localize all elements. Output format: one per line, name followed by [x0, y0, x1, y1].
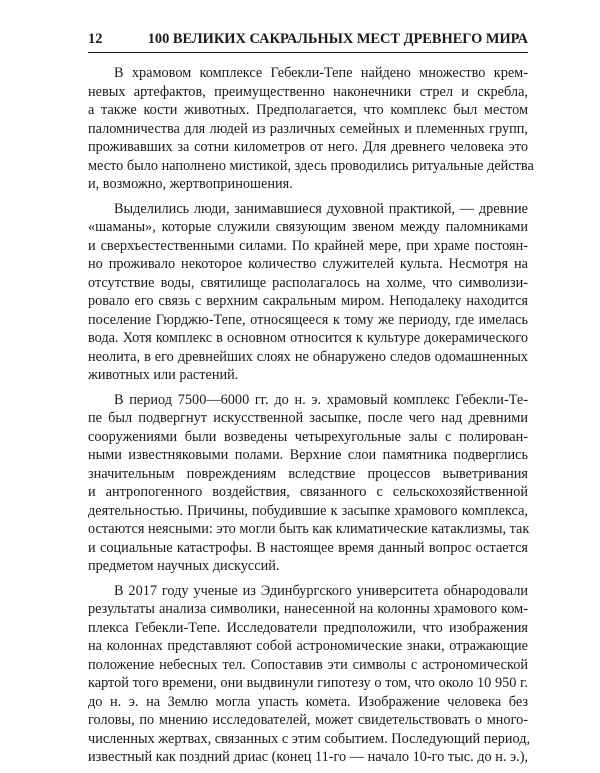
paragraph	[88, 200, 528, 385]
text-line: ровало его связь с верхним сакральным миром. Неподалеку находится	[88, 293, 528, 309]
text-line: невых артефактов, преимущественно наконечники стрел и скребла,	[88, 83, 528, 100]
text-line: В 2017 году ученые из Эдинбургского университета обнародовали	[114, 582, 528, 599]
text-line: но проживало некоторое количество служителей культа. Несмотря на	[88, 256, 528, 272]
text-line: и сверхъестественными силами. По крайней мере, при храме постоян-	[88, 237, 528, 254]
text-line: и социальные катастрофы. В настоящее время данный вопрос остается	[88, 539, 528, 556]
text-line: ными известняковыми полами. Верхние слои памятника подверглись	[88, 447, 528, 463]
text-line: и, возможно, жертвоприношения.	[88, 176, 293, 192]
book-title: 100 ВЕЛИКИХ САКРАЛЬНЫХ МЕСТ ДРЕВНЕГО МИРА	[147, 31, 528, 47]
text-line: пе был подвергнут искусственной засыпке, после чего над древними	[88, 410, 528, 426]
text-line: паломничества для людей из различных семейных и племенных групп,	[88, 120, 528, 137]
text-line: отсутствие воды, святилище располагалось на холме, что символизи-	[88, 274, 528, 291]
text-line: до н. э. на Землю могла упасть комета. Изображение человека без	[88, 693, 528, 710]
text-line: деятельностью. Причины, побудившие к засыпке храмового комплекса,	[88, 502, 528, 519]
paragraph	[88, 64, 534, 194]
text-line: на колоннах представляют собой астрономические знаки, отражающие	[88, 638, 528, 654]
body-text	[88, 64, 534, 773]
text-line: значительным повреждениям вследствие процессов выветривания	[88, 465, 528, 482]
text-line: поселение Гюрджю-Тепе, относящееся к тому же периоду, где имелась	[88, 311, 528, 328]
text-line: «шаманы», которые служили связующим звеном между паломниками	[88, 219, 528, 235]
text-line: место было наполнено мистикой, здесь проводились ритуальные действа	[88, 157, 534, 174]
text-line: животных или растений.	[88, 367, 239, 383]
text-line: головы, по мнению исследователей, может свидетельствовать о много-	[88, 712, 528, 728]
text-line: неолита, в его древнейших слоях не обнаружено следов одомашненных	[88, 348, 528, 365]
text-line: известный как поздний дриас (конец 11-го — начало 10-го тыс. до н. э.),	[88, 749, 529, 765]
text-line: картой того времени, они выдвинули гипотезу о том, что около 10 950 г.	[88, 675, 528, 691]
text-line: численных жертвах, связанных с этим событием. Последующий период,	[88, 730, 531, 747]
text-line: положение небесных тел. Сопоставив эти символы с астрономической	[88, 656, 528, 673]
text-line: а также кости животных. Предполагается, что комплекс был местом	[88, 102, 528, 118]
running-header	[88, 28, 528, 48]
text-line: В период 7500—6000 гг. до н. э. храмовый комплекс Гебекли-Те-	[114, 391, 528, 408]
text-line: вода. Хотя комплекс в основном относится к культуре докерамического	[88, 330, 528, 346]
header-rule	[88, 52, 528, 53]
text-line: Выделились люди, занимавшиеся духовной практикой, — древние	[114, 200, 528, 217]
text-line: предметом научных дискуссий.	[88, 558, 280, 574]
text-line: В храмовом комплексе Гебекли-Тепе найдено множество крем-	[114, 65, 528, 81]
text-line: остаются неясными: это могли быть как климатические катаклизмы, так	[88, 521, 530, 537]
text-line: проживавших за сотни километров от него. Для древнего человека это	[88, 139, 528, 155]
text-line: результаты анализа символики, нанесенной на колонны храмового ком-	[88, 601, 528, 617]
paragraph	[88, 582, 531, 767]
text-line: сооружениями были возведены четырехугольные залы с полирован-	[88, 428, 528, 445]
text-line: плекса Гебекли-Тепе. Исследователи предположили, что изображения	[88, 619, 528, 636]
text-line: и антропогенного воздействия, связанного с сельскохозяйственной	[88, 484, 528, 500]
page-number: 12	[88, 31, 103, 47]
paragraph	[88, 391, 528, 576]
